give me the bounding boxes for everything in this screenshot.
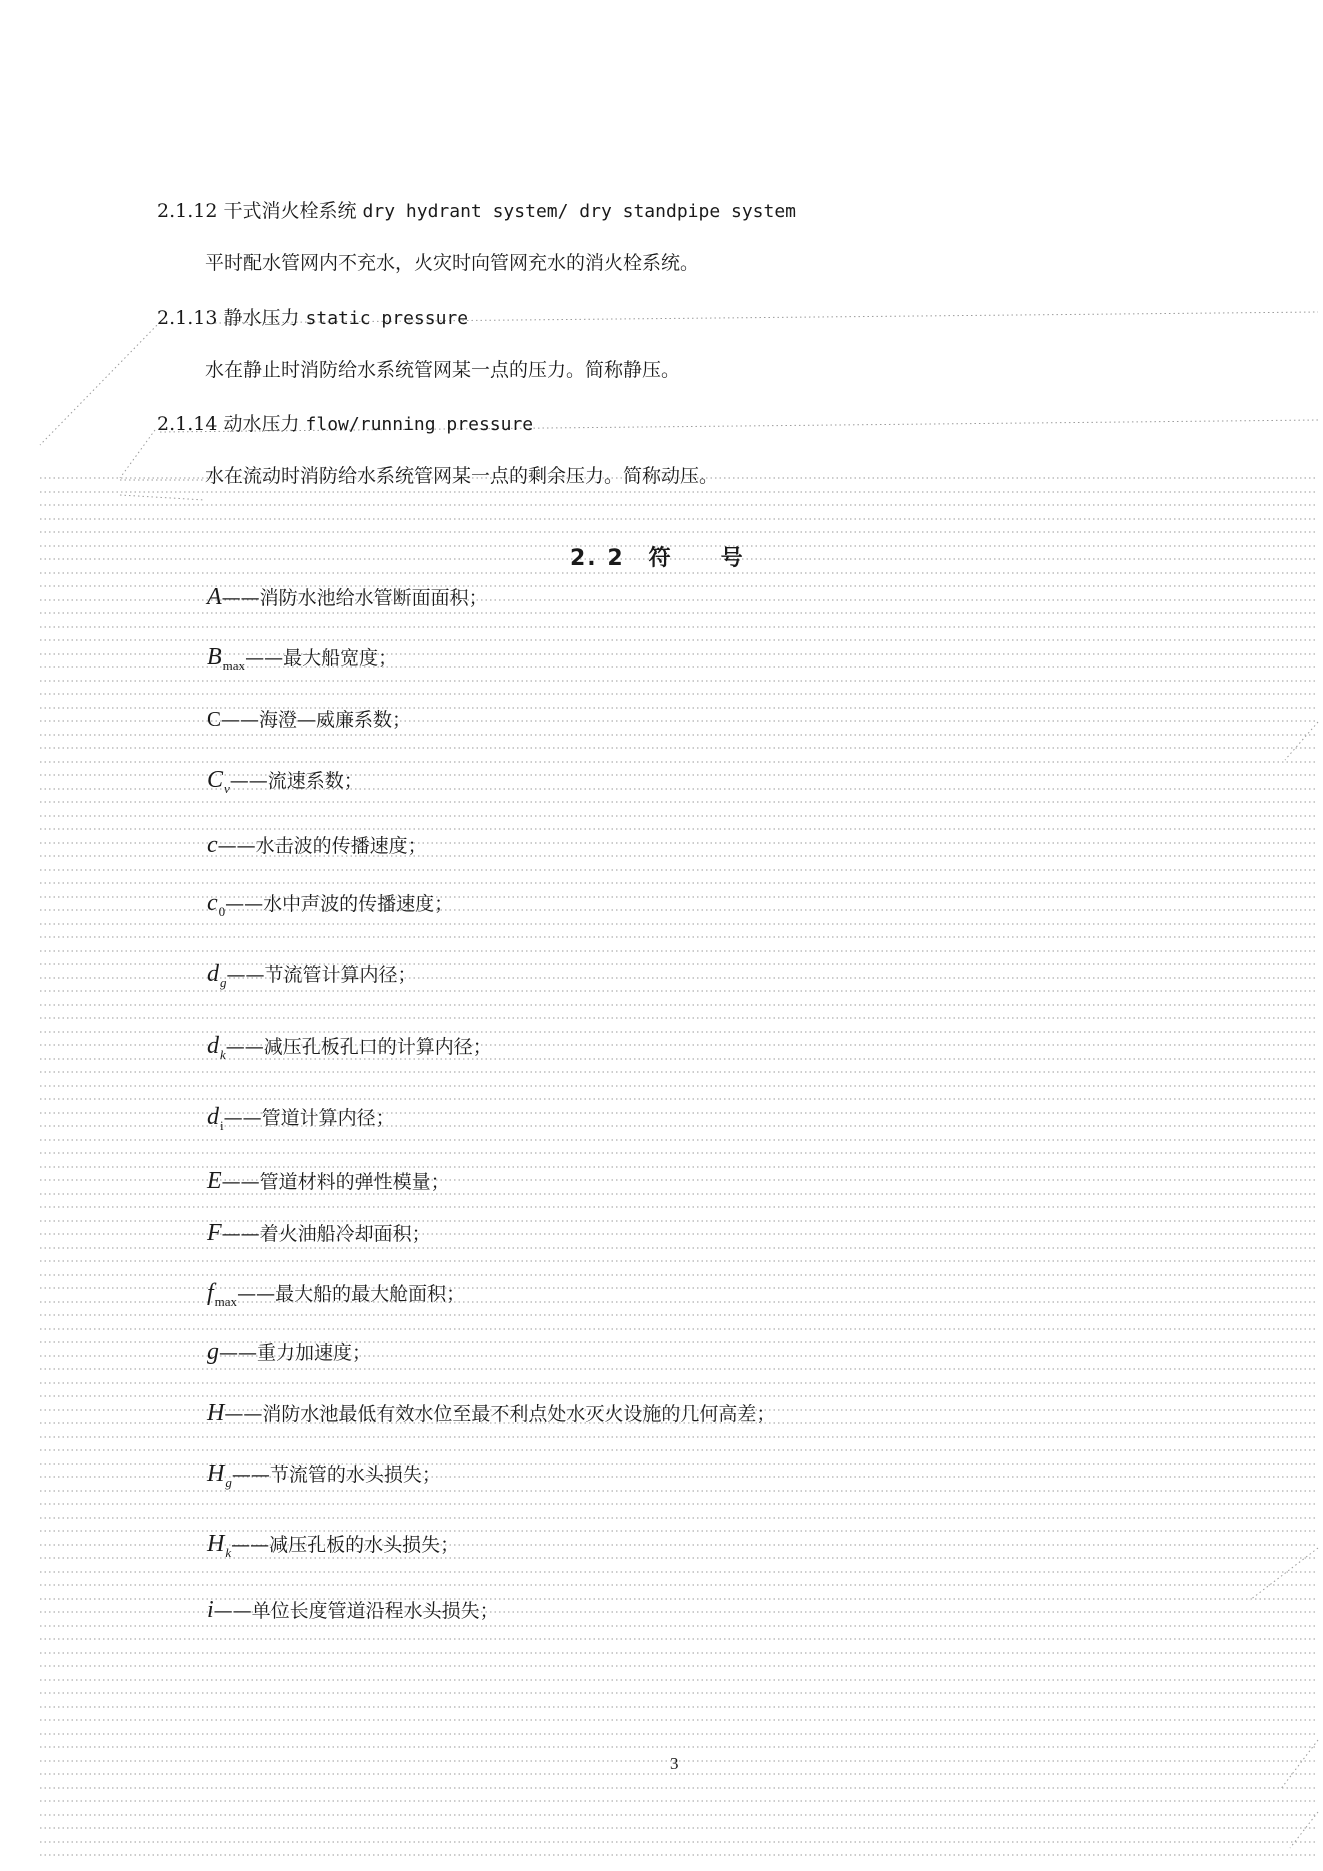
symbol-dash: —— [237,1283,276,1305]
symbol-dash: —— [231,1464,270,1486]
symbol-dash: —— [213,1600,252,1622]
symbol-description: 流速系数； [267,770,363,792]
dotted-diagonal [120,430,155,478]
term-en: static pressure [305,308,469,329]
symbol: d [207,1033,219,1059]
symbol-description: 最大船宽度； [283,647,398,669]
symbol-dash: —— [221,587,260,609]
symbol-row [207,889,453,920]
symbol: f [207,1280,214,1306]
symbol-row [207,1338,371,1366]
symbol: c [207,832,218,858]
symbol-row [207,1530,459,1561]
symbol-subscript: max [222,658,246,673]
symbol-description: 重力加速度； [257,1342,372,1364]
symbol-dash: —— [223,1107,262,1129]
symbol-row [207,1167,450,1195]
symbol-dash: —— [224,1403,263,1425]
dotted-diagonal [120,495,205,500]
dotted-diagonal [1280,1740,1318,1790]
symbol: H [207,1400,225,1426]
symbol-row [207,1596,499,1624]
symbol: c [207,890,218,916]
symbol-description: 消防水池给水管断面面积； [259,587,488,609]
symbol: C [207,707,222,731]
symbol-description: 水中声波的传播速度； [263,893,454,915]
symbol-description: 管道材料的弹性模量； [259,1171,450,1193]
term-zh: 干式消火栓系统 [223,200,357,222]
symbol: C [207,767,224,793]
symbol-dash: —— [226,964,265,986]
term-definition: 水在流动时消防给水系统管网某一点的剩余压力。简称动压。 [205,465,719,487]
section-title: 2. 2 符 号 [570,546,745,571]
dotted-diagonal [40,322,160,445]
symbol-dash: —— [229,770,268,792]
term-number: 2.1.14 [157,413,218,435]
symbol-description: 减压孔板孔口的计算内径； [263,1036,492,1058]
symbol-row [207,583,488,611]
symbol: H [207,1531,225,1557]
symbol-description: 最大船的最大舱面积； [275,1283,466,1305]
term-2-1-12 [157,196,796,223]
dotted-diagonal [1290,1812,1318,1848]
term-en: dry hydrant system/ dry standpipe system [362,201,797,222]
symbol-dash: —— [221,1171,260,1193]
symbol-row [207,1103,395,1134]
symbol: g [207,1339,219,1365]
symbol-description: 管道计算内径； [261,1107,395,1129]
symbol-row [207,1399,775,1427]
symbol: i [207,1597,214,1623]
symbol-description: 节流管的水头损失； [269,1464,441,1486]
symbol: B [207,644,222,670]
symbol-description: 水击波的传播速度； [255,835,427,857]
term-zh: 动水压力 [223,413,300,435]
page-number: 3 [670,1754,679,1773]
symbol-row [207,1032,492,1063]
symbol-description: 减压孔板的水头损失； [269,1534,460,1556]
symbol-dash: —— [217,835,256,857]
term-number: 2.1.13 [157,307,218,329]
symbol: d [207,1104,219,1130]
symbol-row [207,705,411,732]
symbol-row [207,831,427,859]
symbol-subscript: 0 [218,904,226,919]
symbol-description: 着火油船冷却面积； [259,1223,431,1245]
symbol-dash: —— [221,709,260,731]
symbol-description: 节流管计算内径； [264,964,417,986]
dotted-diagonal [1250,1548,1318,1600]
term-zh: 静水压力 [223,307,300,329]
term-en: flow/running pressure [305,414,534,435]
symbol-description: 单位长度管道沿程水头损失； [251,1600,499,1622]
symbol-dash: —— [219,1342,257,1364]
symbol-description: 海澄—威廉系数； [259,709,412,731]
term-definition: 平时配水管网内不充水，火灾时向管网充水的消火栓系统。 [205,252,700,274]
symbol-subscript: g [220,975,227,990]
symbol-row [207,960,417,991]
symbol-dash: —— [221,1223,260,1245]
symbol: H [207,1461,225,1487]
symbol-dash: —— [231,1534,270,1556]
symbol-description: 消防水池最低有效水位至最不利点处水灭火设施的几何高差； [262,1403,776,1425]
symbol: A [207,584,222,610]
symbol-row [207,766,363,797]
symbol-subscript: max [214,1294,238,1309]
symbol-row [207,1219,431,1247]
symbol-subscript: v [224,781,230,796]
term-2-1-14 [157,409,533,436]
symbol: d [207,961,219,987]
symbol-dash: —— [225,893,264,915]
term-definition: 水在静止时消防给水系统管网某一点的压力。简称静压。 [205,359,681,381]
symbol-subscript: i [220,1118,224,1133]
symbol-subscript: k [220,1047,226,1062]
symbol: E [207,1168,222,1194]
term-2-1-13 [157,303,468,330]
term-number: 2.1.12 [157,200,218,222]
symbol-dash: —— [225,1036,264,1058]
symbol-subscript: g [225,1475,232,1490]
dotted-diagonal [1285,722,1318,760]
symbol-subscript: k [225,1545,232,1560]
symbol-row [207,1279,465,1310]
symbol-row [207,643,397,674]
symbol-row [207,1460,441,1491]
symbol-dash: —— [245,647,284,669]
symbol: F [207,1220,222,1246]
